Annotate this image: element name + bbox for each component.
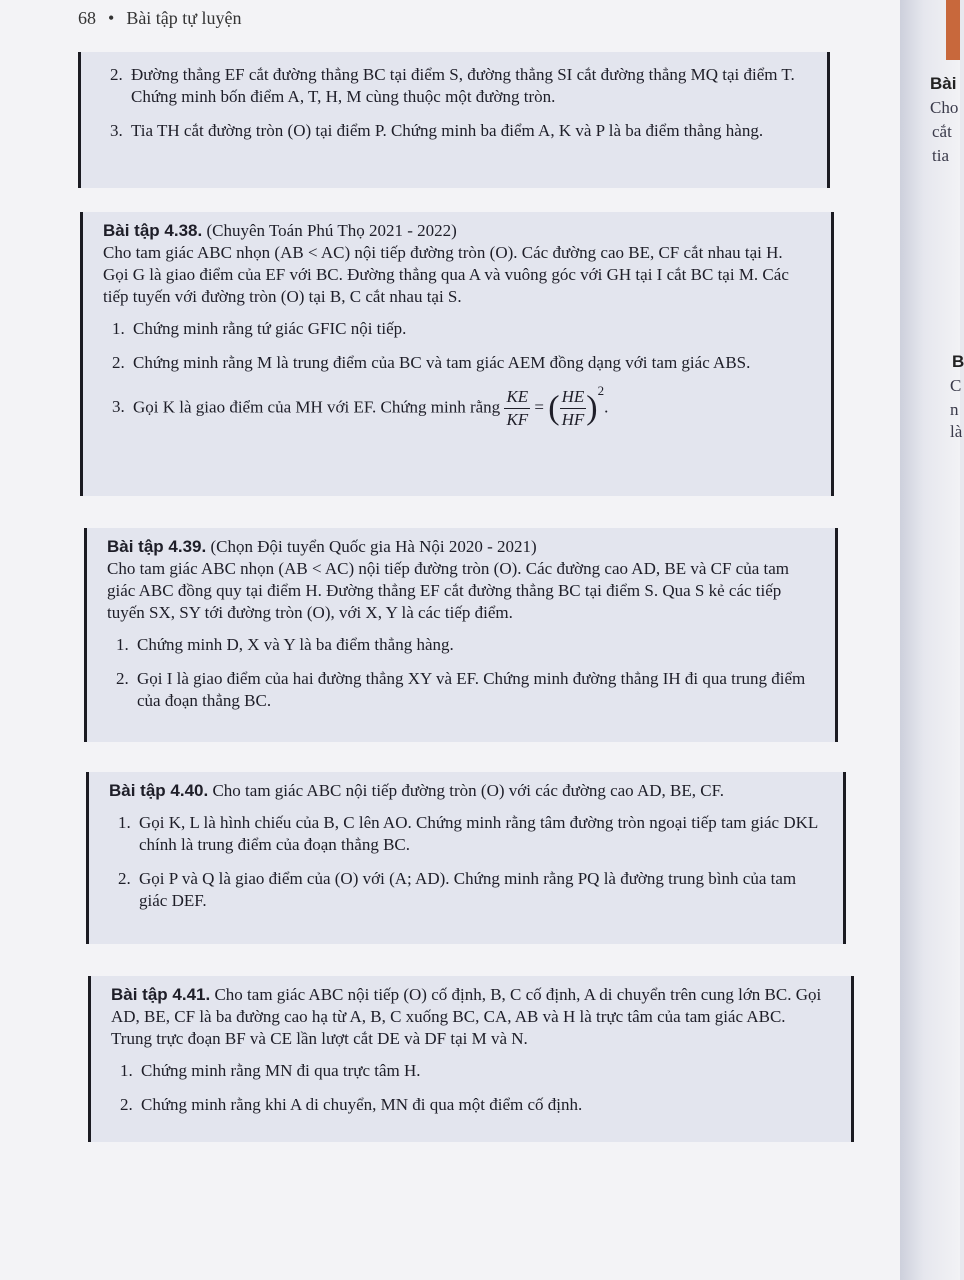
fraction-numerator: HE <box>560 386 587 409</box>
exercise-title <box>103 220 809 242</box>
exercise-item: 2. Chứng minh rằng M là trung điểm của BC và tam giác AEM đồng dạng với tam giác ABS. <box>129 352 809 374</box>
exercise-paragraph <box>111 984 829 1050</box>
equals-sign: = <box>534 397 545 417</box>
header-bullet: • <box>108 8 115 28</box>
right-page-text: n <box>950 400 959 419</box>
exercise-item: 2. Chứng minh rằng khi A di chuyển, MN đi qua một điểm cố định. <box>137 1094 829 1116</box>
fraction-he-hf <box>560 386 587 431</box>
exercise-source: (Chuyên Toán Phú Thọ 2021 - 2022) <box>206 221 457 240</box>
exercise-label: Bài tập 4.39. <box>107 537 207 556</box>
page-header <box>78 8 242 29</box>
exponent: 2 <box>597 383 605 398</box>
exercise-item: 1. Chứng minh D, X và Y là ba điểm thẳng hàng. <box>133 634 813 656</box>
exercise-statement: Cho tam giác ABC nhọn (AB < AC) nội tiếp đường tròn (O). Các đường cao AD, BE và CF của tam giác ABC đồng quy tại điểm H. Đường thẳng EF cắt đường thẳng BC tại điểm S. Qua S kẻ các tiếp tuyến SX, SY tới đường tròn (O), với X, Y là các tiếp điểm. <box>107 559 790 622</box>
exercise-item: 1. Gọi K, L là hình chiếu của B, C lên AO. Chứng minh rằng tâm đường tròn ngoại tiếp tam giác DKL chính là trung điểm của đoạn thẳng BC. <box>135 812 821 856</box>
exercise-4-41 <box>88 976 854 1142</box>
exercise-title <box>109 780 821 802</box>
exercise-label: Bài tập 4.41. <box>111 985 211 1004</box>
orange-book-edge <box>946 0 960 60</box>
exercise-4-39 <box>84 528 838 742</box>
fraction-ke-kf <box>504 386 530 431</box>
fraction-denominator: HF <box>561 410 585 429</box>
fraction-numerator: KE <box>504 386 530 409</box>
exercise-4-38 <box>80 212 834 496</box>
exercise-label: Bài tập 4.38. <box>103 221 203 240</box>
section-title: Bài tập tự luyện <box>126 8 242 28</box>
exercise-label: Bài tập 4.40. <box>109 781 209 800</box>
item-text: Gọi K là giao điểm của MH với EF. Chứng minh rằng <box>133 397 501 417</box>
exercise-item: 1. Chứng minh rằng MN đi qua trực tâm H. <box>137 1060 829 1082</box>
exercise-item: 2. Gọi I là giao điểm của hai đường thẳng XY và EF. Chứng minh đường thẳng IH đi qua trung điểm của đoạn thẳng BC. <box>133 668 813 712</box>
page-number: 68 <box>78 8 96 28</box>
exercise-item: 1. Chứng minh rằng tứ giác GFIC nội tiếp. <box>129 318 809 340</box>
exercise-statement: Cho tam giác ABC nội tiếp (O) cố định, B, C cố định, A di chuyển trên cung lớn BC. Gọi AD, BE, CF là ba đường cao hạ từ A, B, C xuống BC, CA, AB và H là trực tâm của tam giác ABC. Trung trực đoạn BF và CE lần lượt cắt DE và DF tại M và N. <box>111 985 822 1048</box>
right-page-text: Bài <box>930 74 957 93</box>
exercise-item-formula <box>129 383 809 431</box>
exercise-source: (Chọn Đội tuyển Quốc gia Hà Nội 2020 - 2021) <box>210 537 537 556</box>
right-paren: ) <box>586 389 598 427</box>
right-page-text: tia <box>932 146 949 165</box>
fraction-denominator: KF <box>506 410 529 429</box>
left-paren: ( <box>548 389 560 427</box>
right-page-text: là <box>950 422 963 441</box>
exercise-title <box>107 536 813 558</box>
right-page-text: C <box>950 376 962 395</box>
exercise-box-continued <box>78 52 830 188</box>
right-page-text: B <box>952 352 964 371</box>
right-page-text: cắt <box>932 122 952 141</box>
adjacent-page-edge <box>900 0 964 1280</box>
exercise-4-40 <box>86 772 846 944</box>
exercise-item: 2. Gọi P và Q là giao điểm của (O) với (A; AD). Chứng minh rằng PQ là đường trung bình của tam giác DEF. <box>135 868 821 912</box>
exercise-item: 2. Đường thẳng EF cắt đường thẳng BC tại điểm S, đường thẳng SI cắt đường thẳng MQ tại điểm T. Chứng minh bốn điểm A, T, H, M cùng thuộc một đường tròn. <box>127 64 805 108</box>
exercise-statement: Cho tam giác ABC nhọn (AB < AC) nội tiếp đường tròn (O). Các đường cao BE, CF cắt nhau tại H. Gọi G là giao điểm của EF với BC. Đường thẳng qua A và vuông góc với GH tại I cắt BC tại M. Các tiếp tuyến với đường tròn (O) tại B, C cắt nhau tại S. <box>103 243 789 306</box>
exercise-item: 3. Tia TH cắt đường tròn (O) tại điểm P. Chứng minh ba điểm A, K và P là ba điểm thẳng hàng. <box>127 120 805 142</box>
period: . <box>604 397 609 417</box>
right-page-text: Cho <box>930 98 959 117</box>
exercise-statement: Cho tam giác ABC nội tiếp đường tròn (O) với các đường cao AD, BE, CF. <box>212 781 724 800</box>
